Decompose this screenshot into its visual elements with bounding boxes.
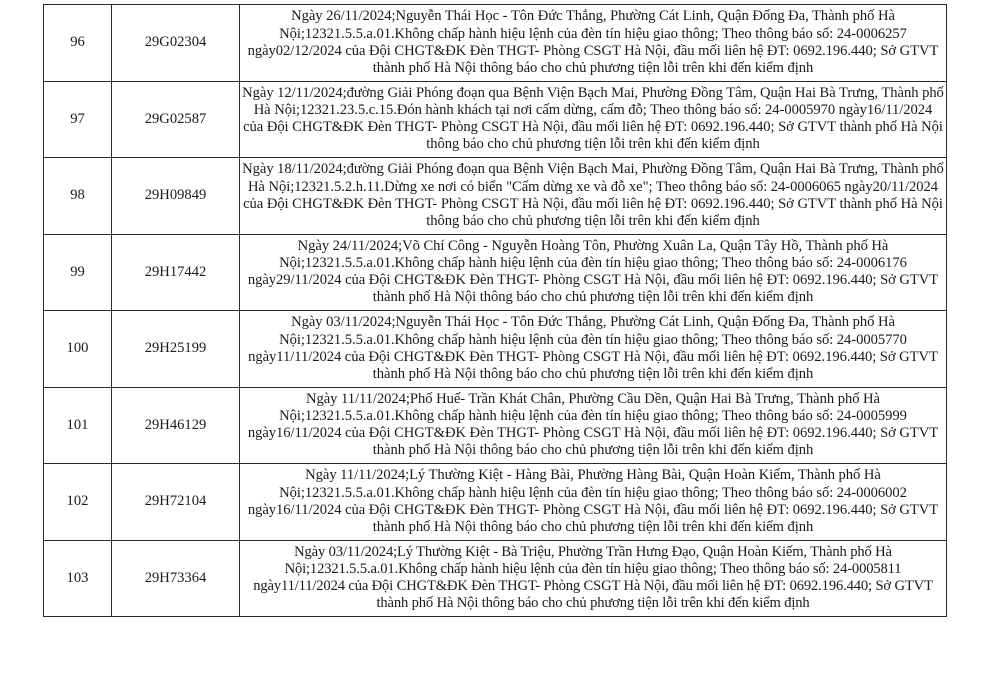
table-row bbox=[44, 5, 947, 82]
row-number: 98 bbox=[44, 158, 112, 235]
row-number: 96 bbox=[44, 5, 112, 82]
license-plate: 29H25199 bbox=[112, 311, 240, 388]
violations-table bbox=[43, 4, 947, 617]
violation-description: Ngày 24/11/2024;Võ Chí Công - Nguyễn Hoàng Tôn, Phường Xuân La, Quận Tây Hồ, Thành phố Hà Nội;12321.5.5.a.01.Không chấp hành hiệu lệnh của đèn tín hiệu giao thông; Theo thông báo số: 24-0006176 ngày29/11/2024 của Đội CHGT&ĐK Đèn THGT- Phòng CSGT Hà Nội, đầu mối liên hệ ĐT: 0692.196.440; Sở GTVT thành phố Hà Nội thông báo cho chủ phương tiện lỗi trên khi đến kiểm định bbox=[240, 234, 947, 311]
table-row bbox=[44, 158, 947, 235]
violation-description: Ngày 03/11/2024;Lý Thường Kiệt - Bà Triệu, Phường Trần Hưng Đạo, Quận Hoàn Kiếm, Thành phố Hà Nội;12321.5.5.a.01.Không chấp hành hiệu lệnh của đèn tín hiệu giao thông; Theo thông báo số: 24-0005811 ngày11/11/2024 của Đội CHGT&ĐK Đèn THGT- Phòng CSGT Hà Nội, đầu mối liên hệ ĐT: 0692.196.440; Sở GTVT thành phố Hà Nội thông báo cho chủ phương tiện lỗi trên khi đến kiểm định bbox=[240, 540, 947, 617]
table-row bbox=[44, 464, 947, 541]
row-number: 97 bbox=[44, 81, 112, 158]
table-row bbox=[44, 311, 947, 388]
row-number: 100 bbox=[44, 311, 112, 388]
violation-description: Ngày 11/11/2024;Phố Huế- Trần Khát Chân, Phường Cầu Dền, Quận Hai Bà Trưng, Thành phố Hà Nội;12321.5.5.a.01.Không chấp hành hiệu lệnh của đèn tín hiệu giao thông; Theo thông báo số: 24-0005999 ngày16/11/2024 của Đội CHGT&ĐK Đèn THGT- Phòng CSGT Hà Nội, đầu mối liên hệ ĐT: 0692.196.440; Sở GTVT thành phố Hà Nội thông báo cho chủ phương tiện lỗi trên khi đến kiểm định bbox=[240, 387, 947, 464]
license-plate: 29H17442 bbox=[112, 234, 240, 311]
row-number: 102 bbox=[44, 464, 112, 541]
row-number: 99 bbox=[44, 234, 112, 311]
license-plate: 29G02304 bbox=[112, 5, 240, 82]
table-row bbox=[44, 81, 947, 158]
row-number: 101 bbox=[44, 387, 112, 464]
license-plate: 29H73364 bbox=[112, 540, 240, 617]
violation-description: Ngày 03/11/2024;Nguyễn Thái Học - Tôn Đức Thắng, Phường Cát Linh, Quận Đống Đa, Thành phố Hà Nội;12321.5.5.a.01.Không chấp hành hiệu lệnh của đèn tín hiệu giao thông; Theo thông báo số: 24-0005770 ngày11/11/2024 của Đội CHGT&ĐK Đèn THGT- Phòng CSGT Hà Nội, đầu mối liên hệ ĐT: 0692.196.440; Sở GTVT thành phố Hà Nội thông báo cho chủ phương tiện lỗi trên khi đến kiểm định bbox=[240, 311, 947, 388]
row-number: 103 bbox=[44, 540, 112, 617]
table-row bbox=[44, 540, 947, 617]
violation-description: Ngày 12/11/2024;đường Giải Phóng đoạn qua Bệnh Viện Bạch Mai, Phường Đồng Tâm, Quận Hai Bà Trưng, Thành phố Hà Nội;12321.23.5.c.15.Đón hành khách tại nơi cấm dừng, cấm đỗ; Theo thông báo số: 24-0005970 ngày16/11/2024 của Đội CHGT&ĐK Đèn THGT- Phòng CSGT Hà Nội, đầu mối liên hệ ĐT: 0692.196.440; Sở GTVT thành phố Hà Nội thông báo cho chủ phương tiện lỗi trên khi đến kiểm định bbox=[240, 81, 947, 158]
violation-description: Ngày 18/11/2024;đường Giải Phóng đoạn qua Bệnh Viện Bạch Mai, Phường Đồng Tâm, Quận Hai Bà Trưng, Thành phố Hà Nội;12321.5.2.h.11.Dừng xe nơi có biển "Cấm dừng xe và đỗ xe"; Theo thông báo số: 24-0006065 ngày20/11/2024 của Đội CHGT&ĐK Đèn THGT- Phòng CSGT Hà Nội, đầu mối liên hệ ĐT: 0692.196.440; Sở GTVT thành phố Hà Nội thông báo cho chủ phương tiện lỗi trên khi đến kiểm định bbox=[240, 158, 947, 235]
license-plate: 29G02587 bbox=[112, 81, 240, 158]
license-plate: 29H72104 bbox=[112, 464, 240, 541]
violation-description: Ngày 26/11/2024;Nguyễn Thái Học - Tôn Đức Thắng, Phường Cát Linh, Quận Đống Đa, Thành phố Hà Nội;12321.5.5.a.01.Không chấp hành hiệu lệnh của đèn tín hiệu giao thông; Theo thông báo số: 24-0006257 ngày02/12/2024 của Đội CHGT&ĐK Đèn THGT- Phòng CSGT Hà Nội, đầu mối liên hệ ĐT: 0692.196.440; Sở GTVT thành phố Hà Nội thông báo cho chủ phương tiện lỗi trên khi đến kiểm định bbox=[240, 5, 947, 82]
license-plate: 29H09849 bbox=[112, 158, 240, 235]
violation-description: Ngày 11/11/2024;Lý Thường Kiệt - Hàng Bài, Phường Hàng Bài, Quận Hoàn Kiếm, Thành phố Hà Nội;12321.5.5.a.01.Không chấp hành hiệu lệnh của đèn tín hiệu giao thông; Theo thông báo số: 24-0006002 ngày16/11/2024 của Đội CHGT&ĐK Đèn THGT- Phòng CSGT Hà Nội, đầu mối liên hệ ĐT: 0692.196.440; Sở GTVT thành phố Hà Nội thông báo cho chủ phương tiện lỗi trên khi đến kiểm định bbox=[240, 464, 947, 541]
table-row bbox=[44, 387, 947, 464]
license-plate: 29H46129 bbox=[112, 387, 240, 464]
table-row bbox=[44, 234, 947, 311]
